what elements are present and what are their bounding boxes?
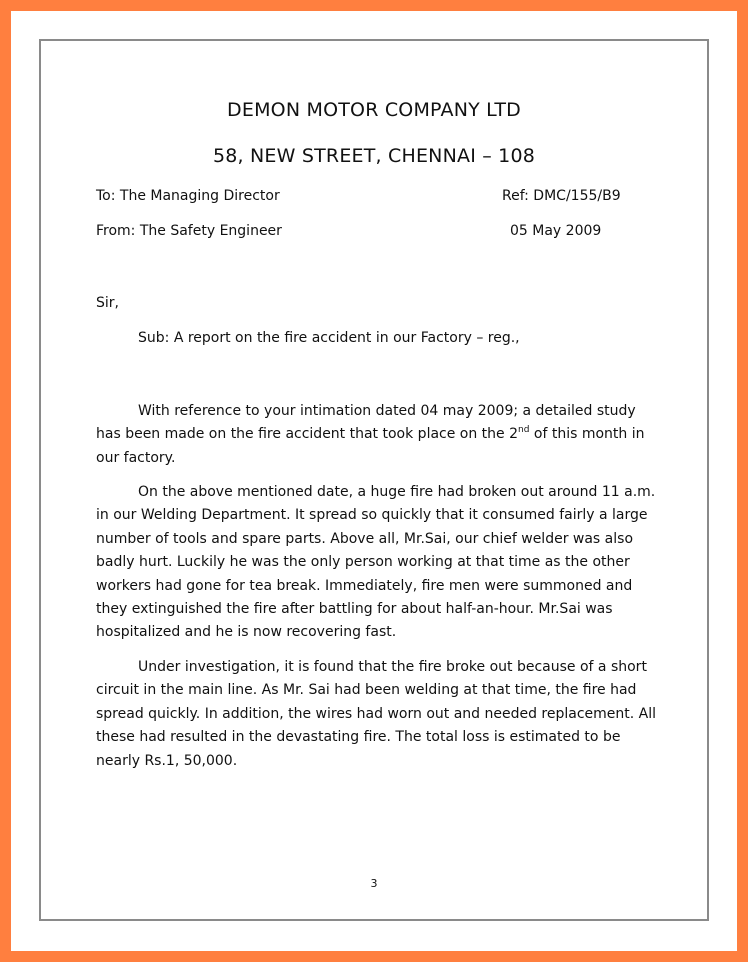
- paragraph-incident-text: On the above mentioned date, a huge fire had broken out around 11 a.m. in our Welding Department. It spread so quickly that it consumed fairly a large number of tools and spare parts. Above all, Mr.Sai, our chief welder was also badly hurt. Luckily he was the only person working at that time as the other workers had gone for tea break. Immediately, fire men were summoned and they extinguished the fire after battling for about half-an-hour. Mr.Sai was hospitalized and he is now recovering fast.: [96, 484, 656, 641]
- document-canvas: [11, 11, 737, 951]
- paragraph-intro-text-end: of this month in our factory.: [96, 426, 645, 466]
- page-number: 3: [370, 877, 378, 890]
- paragraph-incident: [96, 481, 656, 645]
- sender-line: From: The Safety Engineer: [96, 223, 282, 239]
- ordinal-suffix: nd: [518, 425, 530, 436]
- paragraph-investigation: [96, 656, 656, 773]
- letter-date: 05 May 2009: [510, 223, 602, 239]
- recipient-line: To: The Managing Director: [96, 188, 280, 204]
- company-name: DEMON MOTOR COMPANY LTD: [227, 99, 521, 121]
- subject-line: Sub: A report on the fire accident in our Factory – reg.,: [138, 330, 520, 346]
- reference-number: Ref: DMC/155/B9: [502, 188, 621, 204]
- salutation: Sir,: [96, 295, 119, 311]
- paragraph-intro: [96, 400, 656, 470]
- company-address: 58, NEW STREET, CHENNAI – 108: [212, 145, 536, 167]
- letter-page: [39, 39, 709, 921]
- paragraph-intro-text: With reference to your intimation dated 04 may 2009; a detailed study has been made on the fire accident that took place on the 2: [96, 403, 636, 443]
- paragraph-investigation-text: Under investigation, it is found that the fire broke out because of a short circuit in the main line. As Mr. Sai had been welding at that time, the fire had spread quickly. In addition, the wires had worn out and needed replacement. All these had resulted in the devastating fire. The total loss is estimated to be nearly Rs.1, 50,000.: [96, 659, 657, 769]
